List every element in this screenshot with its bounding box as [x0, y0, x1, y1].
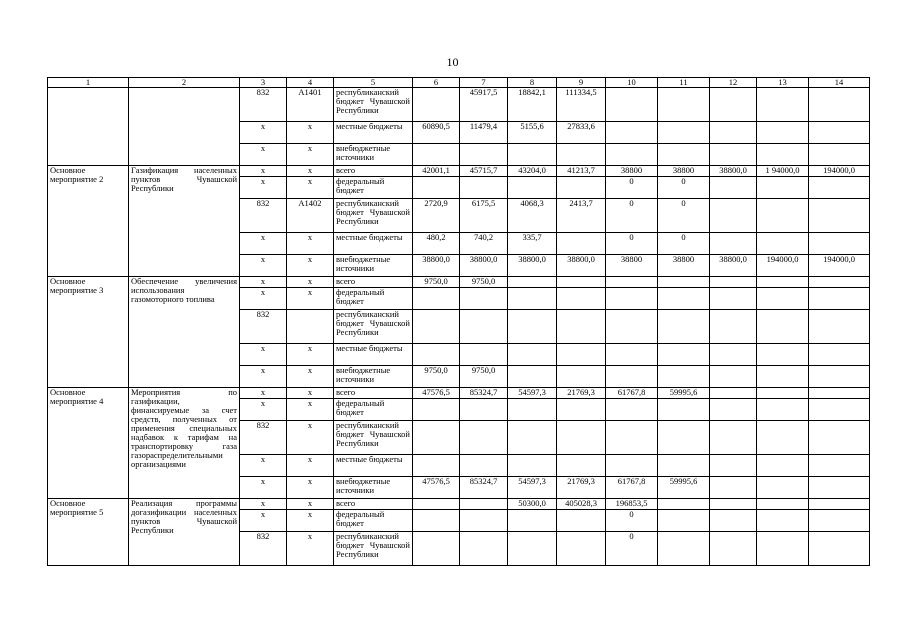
amount-cell-col-14: 194000,0 — [809, 166, 870, 177]
amount-cell-col-9 — [557, 510, 606, 532]
target-article-cell: x — [287, 499, 334, 510]
amount-cell-col-10: 0 — [606, 199, 658, 233]
amount-cell-col-14 — [809, 455, 870, 477]
amount-cell-col-14 — [809, 277, 870, 288]
target-article-cell: А1402 — [287, 199, 334, 233]
amount-cell-col-10: 61767,8 — [606, 388, 658, 399]
amount-cell-col-7 — [460, 421, 508, 455]
amount-cell-col-13 — [757, 421, 809, 455]
amount-cell-col-6: 42001,1 — [413, 166, 460, 177]
amount-cell-col-8 — [508, 144, 557, 166]
responsible-code-cell: x — [240, 455, 287, 477]
target-article-cell: x — [287, 277, 334, 288]
responsible-code-cell: x — [240, 166, 287, 177]
activity-name: Мероприятия по газификации, финансируемые за счет средств, полученных от применения специальных надбавок к тарифам на транспортировку газа газораспределительными организациями — [129, 388, 240, 499]
amount-cell-col-9: 2413,7 — [557, 199, 606, 233]
amount-cell-col-12 — [710, 532, 757, 566]
amount-cell-col-8 — [508, 288, 557, 310]
amount-cell-col-7 — [460, 177, 508, 199]
amount-cell-col-10 — [606, 366, 658, 388]
amount-cell-col-9: 38800,0 — [557, 255, 606, 277]
amount-cell-col-13 — [757, 88, 809, 122]
responsible-code-cell: x — [240, 499, 287, 510]
amount-cell-col-8: 5155,6 — [508, 122, 557, 144]
column-header-11: 11 — [658, 78, 710, 88]
amount-cell-col-13 — [757, 366, 809, 388]
amount-cell-col-10 — [606, 144, 658, 166]
funding-source-cell: всего — [334, 277, 413, 288]
amount-cell-col-13 — [757, 532, 809, 566]
amount-cell-col-14 — [809, 366, 870, 388]
funding-source-cell: внебюджетные источники — [334, 477, 413, 499]
amount-cell-col-6 — [413, 177, 460, 199]
responsible-code-cell: 832 — [240, 532, 287, 566]
amount-cell-col-12 — [710, 477, 757, 499]
amount-cell-col-13 — [757, 277, 809, 288]
amount-cell-col-12 — [710, 122, 757, 144]
target-article-cell: А1401 — [287, 88, 334, 122]
amount-cell-col-14 — [809, 288, 870, 310]
responsible-code-cell: 832 — [240, 421, 287, 455]
amount-cell-col-14 — [809, 532, 870, 566]
amount-cell-col-11 — [658, 144, 710, 166]
amount-cell-col-6 — [413, 510, 460, 532]
amount-cell-col-6: 9750,0 — [413, 366, 460, 388]
amount-cell-col-13: 1 94000,0 — [757, 166, 809, 177]
amount-cell-col-14 — [809, 510, 870, 532]
funding-source-cell: республиканский бюджет Чувашской Республики — [334, 310, 413, 344]
amount-cell-col-10 — [606, 455, 658, 477]
amount-cell-col-9 — [557, 144, 606, 166]
amount-cell-col-7: 38800,0 — [460, 255, 508, 277]
amount-cell-col-13 — [757, 177, 809, 199]
responsible-code-cell: x — [240, 510, 287, 532]
amount-cell-col-13 — [757, 455, 809, 477]
funding-source-cell: федеральный бюджет — [334, 177, 413, 199]
amount-cell-col-9: 21769,3 — [557, 388, 606, 399]
amount-cell-col-11 — [658, 532, 710, 566]
activity-code: Основное мероприятие 3 — [48, 277, 129, 388]
funding-source-cell: республиканский бюджет Чувашской Республики — [334, 421, 413, 455]
amount-cell-col-6 — [413, 399, 460, 421]
column-header-7: 7 — [460, 78, 508, 88]
amount-cell-col-13: 194000,0 — [757, 255, 809, 277]
amount-cell-col-11 — [658, 421, 710, 455]
funding-source-cell: местные бюджеты — [334, 344, 413, 366]
responsible-code-cell: 832 — [240, 88, 287, 122]
activity-code — [48, 88, 129, 166]
amount-cell-col-6 — [413, 88, 460, 122]
amount-cell-col-13 — [757, 233, 809, 255]
amount-cell-col-10 — [606, 122, 658, 144]
amount-cell-col-12 — [710, 344, 757, 366]
amount-cell-col-13 — [757, 399, 809, 421]
target-article-cell: x — [287, 344, 334, 366]
amount-cell-col-6: 47576,5 — [413, 388, 460, 399]
amount-cell-col-9 — [557, 233, 606, 255]
amount-cell-col-11 — [658, 277, 710, 288]
amount-cell-col-12 — [710, 310, 757, 344]
amount-cell-col-8 — [508, 177, 557, 199]
amount-cell-col-13 — [757, 510, 809, 532]
amount-cell-col-11 — [658, 366, 710, 388]
amount-cell-col-7 — [460, 310, 508, 344]
amount-cell-col-11: 38800 — [658, 166, 710, 177]
amount-cell-col-10 — [606, 344, 658, 366]
table-row — [48, 88, 870, 122]
responsible-code-cell: x — [240, 233, 287, 255]
responsible-code-cell: x — [240, 177, 287, 199]
table-row — [48, 277, 870, 288]
responsible-code-cell: x — [240, 122, 287, 144]
funding-source-cell: внебюджетные источники — [334, 366, 413, 388]
amount-cell-col-14 — [809, 499, 870, 510]
table-row — [48, 499, 870, 510]
target-article-cell: x — [287, 177, 334, 199]
funding-source-cell: внебюджетные источники — [334, 144, 413, 166]
responsible-code-cell: x — [240, 255, 287, 277]
amount-cell-col-14 — [809, 344, 870, 366]
target-article-cell: x — [287, 144, 334, 166]
table-row — [48, 166, 870, 177]
amount-cell-col-14 — [809, 199, 870, 233]
amount-cell-col-10: 0 — [606, 532, 658, 566]
amount-cell-col-7: 11479,4 — [460, 122, 508, 144]
amount-cell-col-10: 0 — [606, 177, 658, 199]
responsible-code-cell: x — [240, 366, 287, 388]
activity-code: Основное мероприятие 5 — [48, 499, 129, 566]
amount-cell-col-12 — [710, 233, 757, 255]
amount-cell-col-13 — [757, 122, 809, 144]
amount-cell-col-6: 47576,5 — [413, 477, 460, 499]
amount-cell-col-12 — [710, 399, 757, 421]
column-header-12: 12 — [710, 78, 757, 88]
amount-cell-col-11: 0 — [658, 199, 710, 233]
amount-cell-col-9 — [557, 532, 606, 566]
amount-cell-col-11 — [658, 455, 710, 477]
amount-cell-col-10: 38800 — [606, 255, 658, 277]
funding-source-cell: республиканский бюджет Чувашской Республики — [334, 88, 413, 122]
column-header-3: 3 — [240, 78, 287, 88]
column-header-10: 10 — [606, 78, 658, 88]
amount-cell-col-14 — [809, 399, 870, 421]
amount-cell-col-14 — [809, 233, 870, 255]
amount-cell-col-11 — [658, 399, 710, 421]
amount-cell-col-12 — [710, 366, 757, 388]
amount-cell-col-12 — [710, 144, 757, 166]
activity-name: Обеспечение увеличения использования газомоторного топлива — [129, 277, 240, 388]
amount-cell-col-12 — [710, 199, 757, 233]
amount-cell-col-6 — [413, 344, 460, 366]
activity-code: Основное мероприятие 4 — [48, 388, 129, 499]
column-header-1: 1 — [48, 78, 129, 88]
amount-cell-col-11 — [658, 88, 710, 122]
budget-table — [47, 77, 870, 566]
amount-cell-col-11: 0 — [658, 177, 710, 199]
amount-cell-col-9 — [557, 366, 606, 388]
amount-cell-col-13 — [757, 499, 809, 510]
target-article-cell: x — [287, 255, 334, 277]
amount-cell-col-9: 21769,3 — [557, 477, 606, 499]
amount-cell-col-7 — [460, 510, 508, 532]
amount-cell-col-7: 6175,5 — [460, 199, 508, 233]
amount-cell-col-9: 27833,6 — [557, 122, 606, 144]
funding-source-cell: федеральный бюджет — [334, 399, 413, 421]
amount-cell-col-13 — [757, 288, 809, 310]
amount-cell-col-7 — [460, 532, 508, 566]
target-article-cell: x — [287, 388, 334, 399]
amount-cell-col-6 — [413, 144, 460, 166]
amount-cell-col-6: 480,2 — [413, 233, 460, 255]
amount-cell-col-8 — [508, 310, 557, 344]
amount-cell-col-6 — [413, 288, 460, 310]
amount-cell-col-14 — [809, 144, 870, 166]
amount-cell-col-12 — [710, 388, 757, 399]
amount-cell-col-10: 0 — [606, 233, 658, 255]
amount-cell-col-8 — [508, 344, 557, 366]
responsible-code-cell: x — [240, 477, 287, 499]
funding-source-cell: местные бюджеты — [334, 455, 413, 477]
amount-cell-col-10 — [606, 88, 658, 122]
amount-cell-col-11 — [658, 310, 710, 344]
amount-cell-col-8 — [508, 455, 557, 477]
amount-cell-col-7: 85324,7 — [460, 477, 508, 499]
funding-source-cell: республиканский бюджет Чувашской Республики — [334, 199, 413, 233]
amount-cell-col-7: 9750,0 — [460, 366, 508, 388]
amount-cell-col-8: 54597,3 — [508, 388, 557, 399]
amount-cell-col-8 — [508, 532, 557, 566]
amount-cell-col-7 — [460, 344, 508, 366]
amount-cell-col-12 — [710, 455, 757, 477]
amount-cell-col-14 — [809, 122, 870, 144]
amount-cell-col-12 — [710, 288, 757, 310]
amount-cell-col-10 — [606, 288, 658, 310]
amount-cell-col-10: 61767,8 — [606, 477, 658, 499]
funding-source-cell: местные бюджеты — [334, 233, 413, 255]
amount-cell-col-8: 335,7 — [508, 233, 557, 255]
amount-cell-col-9 — [557, 421, 606, 455]
amount-cell-col-11: 59995,6 — [658, 388, 710, 399]
amount-cell-col-7: 45917,5 — [460, 88, 508, 122]
page-number: 10 — [446, 55, 459, 69]
funding-source-cell: федеральный бюджет — [334, 510, 413, 532]
target-article-cell — [287, 310, 334, 344]
table-header-row — [48, 78, 870, 88]
amount-cell-col-7 — [460, 144, 508, 166]
amount-cell-col-12 — [710, 277, 757, 288]
funding-source-cell: местные бюджеты — [334, 122, 413, 144]
amount-cell-col-13 — [757, 344, 809, 366]
amount-cell-col-10 — [606, 277, 658, 288]
amount-cell-col-12: 38800,0 — [710, 255, 757, 277]
amount-cell-col-13 — [757, 199, 809, 233]
table-row — [48, 388, 870, 399]
amount-cell-col-10: 38800 — [606, 166, 658, 177]
amount-cell-col-12: 38800,0 — [710, 166, 757, 177]
responsible-code-cell: x — [240, 344, 287, 366]
amount-cell-col-9 — [557, 310, 606, 344]
amount-cell-col-8: 38800,0 — [508, 255, 557, 277]
amount-cell-col-12 — [710, 177, 757, 199]
amount-cell-col-9 — [557, 177, 606, 199]
amount-cell-col-8 — [508, 366, 557, 388]
amount-cell-col-8 — [508, 510, 557, 532]
target-article-cell: x — [287, 399, 334, 421]
target-article-cell: x — [287, 455, 334, 477]
amount-cell-col-14 — [809, 310, 870, 344]
amount-cell-col-8 — [508, 421, 557, 455]
amount-cell-col-6 — [413, 310, 460, 344]
amount-cell-col-8 — [508, 399, 557, 421]
target-article-cell: x — [287, 366, 334, 388]
amount-cell-col-12 — [710, 88, 757, 122]
amount-cell-col-14 — [809, 177, 870, 199]
amount-cell-col-6 — [413, 499, 460, 510]
amount-cell-col-8: 4068,3 — [508, 199, 557, 233]
amount-cell-col-9 — [557, 344, 606, 366]
column-header-8: 8 — [508, 78, 557, 88]
amount-cell-col-12 — [710, 499, 757, 510]
column-header-14: 14 — [809, 78, 870, 88]
amount-cell-col-12 — [710, 421, 757, 455]
amount-cell-col-11 — [658, 499, 710, 510]
funding-source-cell: всего — [334, 388, 413, 399]
activity-name: Газификация населенных пунктов Чувашской Республики — [129, 166, 240, 277]
target-article-cell: x — [287, 122, 334, 144]
target-article-cell: x — [287, 532, 334, 566]
target-article-cell: x — [287, 510, 334, 532]
funding-source-cell: республиканский бюджет Чувашской Республики — [334, 532, 413, 566]
amount-cell-col-6: 2720,9 — [413, 199, 460, 233]
amount-cell-col-7: 45715,7 — [460, 166, 508, 177]
amount-cell-col-6 — [413, 421, 460, 455]
responsible-code-cell: x — [240, 144, 287, 166]
amount-cell-col-9 — [557, 277, 606, 288]
amount-cell-col-10 — [606, 310, 658, 344]
amount-cell-col-12 — [710, 510, 757, 532]
responsible-code-cell: x — [240, 388, 287, 399]
amount-cell-col-13 — [757, 310, 809, 344]
amount-cell-col-6: 9750,0 — [413, 277, 460, 288]
amount-cell-col-13 — [757, 388, 809, 399]
activity-code: Основное мероприятие 2 — [48, 166, 129, 277]
amount-cell-col-7: 85324,7 — [460, 388, 508, 399]
amount-cell-col-11 — [658, 510, 710, 532]
amount-cell-col-9 — [557, 288, 606, 310]
amount-cell-col-11 — [658, 288, 710, 310]
column-header-5: 5 — [334, 78, 413, 88]
amount-cell-col-6: 60890,5 — [413, 122, 460, 144]
amount-cell-col-8: 18842,1 — [508, 88, 557, 122]
amount-cell-col-11: 59995,6 — [658, 477, 710, 499]
amount-cell-col-10 — [606, 421, 658, 455]
amount-cell-col-7 — [460, 288, 508, 310]
amount-cell-col-10 — [606, 399, 658, 421]
amount-cell-col-14 — [809, 477, 870, 499]
amount-cell-col-7: 9750,0 — [460, 277, 508, 288]
activity-name — [129, 88, 240, 166]
amount-cell-col-9: 405028,3 — [557, 499, 606, 510]
amount-cell-col-11: 38800 — [658, 255, 710, 277]
amount-cell-col-9: 111334,5 — [557, 88, 606, 122]
amount-cell-col-8: 50300,0 — [508, 499, 557, 510]
amount-cell-col-14 — [809, 421, 870, 455]
activity-name: Реализация программы догазификации населенных пунктов Чувашской Республики — [129, 499, 240, 566]
funding-source-cell: всего — [334, 499, 413, 510]
amount-cell-col-11 — [658, 344, 710, 366]
amount-cell-col-13 — [757, 144, 809, 166]
amount-cell-col-14 — [809, 388, 870, 399]
amount-cell-col-7 — [460, 455, 508, 477]
amount-cell-col-6: 38800,0 — [413, 255, 460, 277]
column-header-4: 4 — [287, 78, 334, 88]
column-header-2: 2 — [129, 78, 240, 88]
responsible-code-cell: x — [240, 288, 287, 310]
amount-cell-col-8: 43204,0 — [508, 166, 557, 177]
target-article-cell: x — [287, 421, 334, 455]
funding-source-cell: федеральный бюджет — [334, 288, 413, 310]
column-header-9: 9 — [557, 78, 606, 88]
funding-source-cell: внебюджетные источники — [334, 255, 413, 277]
table-body — [48, 88, 870, 566]
column-header-6: 6 — [413, 78, 460, 88]
target-article-cell: x — [287, 288, 334, 310]
target-article-cell: x — [287, 477, 334, 499]
amount-cell-col-7 — [460, 499, 508, 510]
target-article-cell: x — [287, 166, 334, 177]
amount-cell-col-9 — [557, 455, 606, 477]
amount-cell-col-6 — [413, 455, 460, 477]
responsible-code-cell: x — [240, 277, 287, 288]
amount-cell-col-7 — [460, 399, 508, 421]
amount-cell-col-9: 41213,7 — [557, 166, 606, 177]
amount-cell-col-9 — [557, 399, 606, 421]
amount-cell-col-10: 196853,5 — [606, 499, 658, 510]
amount-cell-col-10: 0 — [606, 510, 658, 532]
responsible-code-cell: x — [240, 399, 287, 421]
funding-source-cell: всего — [334, 166, 413, 177]
target-article-cell: x — [287, 233, 334, 255]
amount-cell-col-6 — [413, 532, 460, 566]
column-header-13: 13 — [757, 78, 809, 88]
amount-cell-col-8: 54597,3 — [508, 477, 557, 499]
amount-cell-col-8 — [508, 277, 557, 288]
responsible-code-cell: 832 — [240, 310, 287, 344]
amount-cell-col-7: 740,2 — [460, 233, 508, 255]
amount-cell-col-11 — [658, 122, 710, 144]
responsible-code-cell: 832 — [240, 199, 287, 233]
amount-cell-col-11: 0 — [658, 233, 710, 255]
amount-cell-col-14: 194000,0 — [809, 255, 870, 277]
amount-cell-col-13 — [757, 477, 809, 499]
amount-cell-col-14 — [809, 88, 870, 122]
